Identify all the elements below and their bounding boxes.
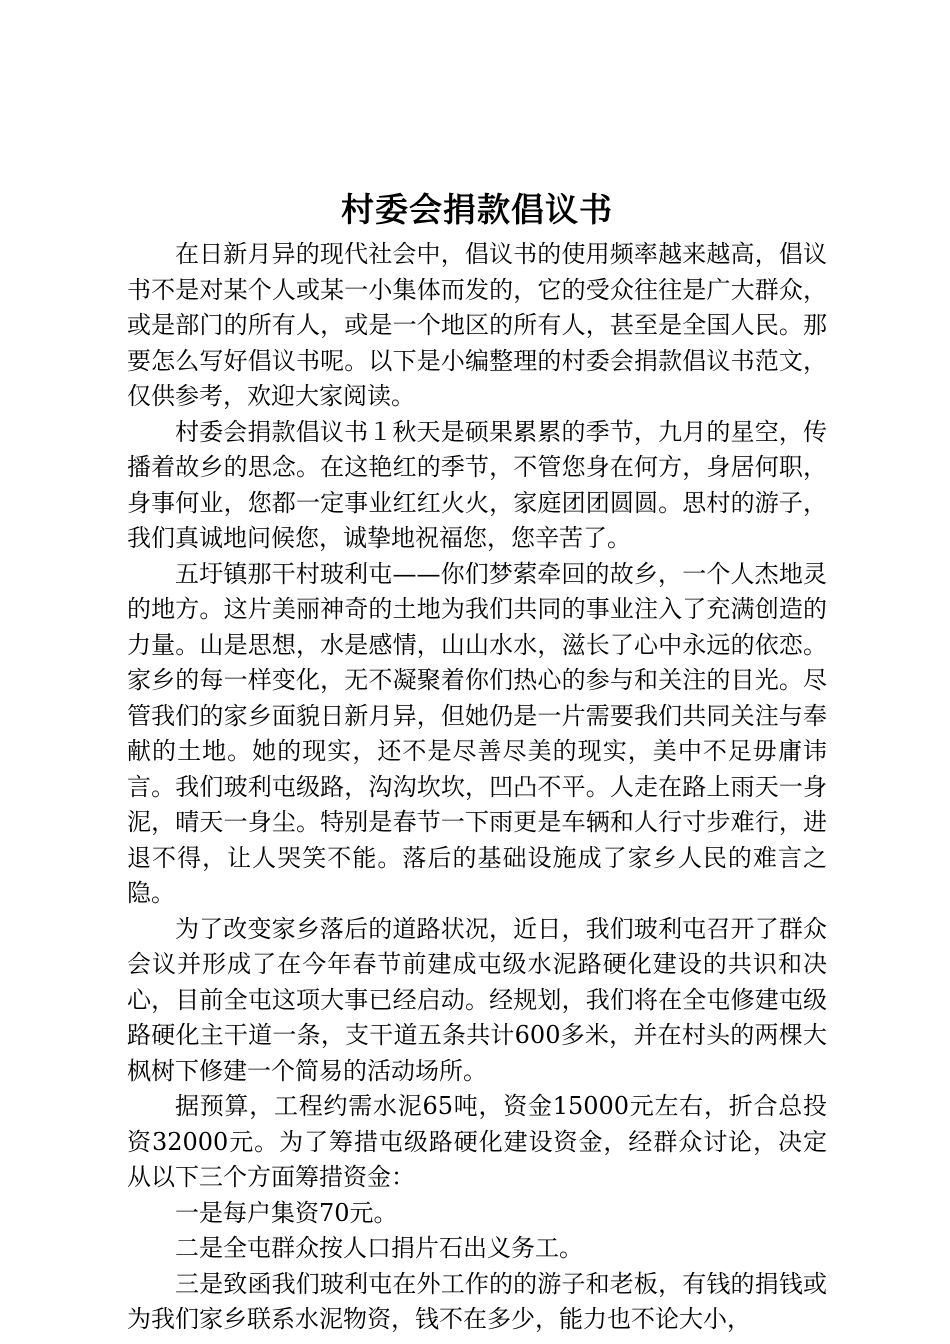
- paragraph-budget: 据预算，工程约需水泥65吨，资金15000元左右，折合总投资32000元。为了筹措屯级路硬化建设资金，经群众讨论，决定从以下三个方面筹措资金：: [127, 1092, 827, 1191]
- paragraph-item-two: 二是全屯群众按人口捐片石出义务工。: [175, 1234, 583, 1262]
- paragraph-hometown: 五圩镇那干村玻利屯——你们梦萦牵回的故乡，一个人杰地灵的地方。这片美丽神奇的土地为我们共同的事业注入了充满创造的力量。山是思想，水是感情，山山水水，滋长了心中永远的依恋。家乡的每一样变化，无不凝聚着你们热心的参与和关注的目光。尽管我们的家乡面貌日新月异，但她仍是一片需要我们共同关注与奉献的土地。她的现实，还不是尽善尽美的现实，美中不足毋庸讳言。我们玻利屯级路，沟沟坎坎，凹凸不平。人走在路上雨天一身泥，晴天一身尘。特别是春节一下雨更是车辆和人行寸步难行，进退不得，让人哭笑不能。落后的基础设施成了家乡人民的难言之隐。: [127, 559, 827, 907]
- paragraph-plan: 为了改变家乡落后的道路状况，近日，我们玻利屯召开了群众会议并形成了在今年春节前建成屯级水泥路硬化建设的共识和决心，目前全屯这项大事已经启动。经规划，我们将在全屯修建屯级路硬化主干道一条，支干道五条共计600多米，并在村头的两棵大枫树下修建一个简易的活动场所。: [127, 914, 827, 1085]
- document-title: 村委会捐款倡议书: [341, 190, 613, 229]
- paragraph-item-one: 一是每户集资70元。: [175, 1198, 398, 1227]
- paragraph-item-three: 三是致函我们玻利屯在外工作的的游子和老板，有钱的捐钱或为我们家乡联系水泥物资，钱不在多少，能力也不论大小，: [127, 1269, 827, 1333]
- document-page: [127, 185, 827, 1338]
- paragraph-intro: 在日新月异的现代社会中，倡议书的使用频率越来越高，倡议书不是对某个人或某一小集体而发的，它的受众往往是广大群众，或是部门的所有人，或是一个地区的所有人，甚至是全国人民。那要怎么写好倡议书呢。以下是小编整理的村委会捐款倡议书范文，仅供参考，欢迎大家阅读。: [127, 240, 827, 410]
- paragraph-greeting: 村委会捐款倡议书１秋天是硕果累累的季节，九月的星空，传播着故乡的思念。在这艳红的季节，不管您身在何方，身居何职，身事何业，您都一定事业红红火火，家庭团团圆圆。思村的游子，我们真诚地问候您，诚挚地祝福您，您辛苦了。: [127, 417, 827, 552]
